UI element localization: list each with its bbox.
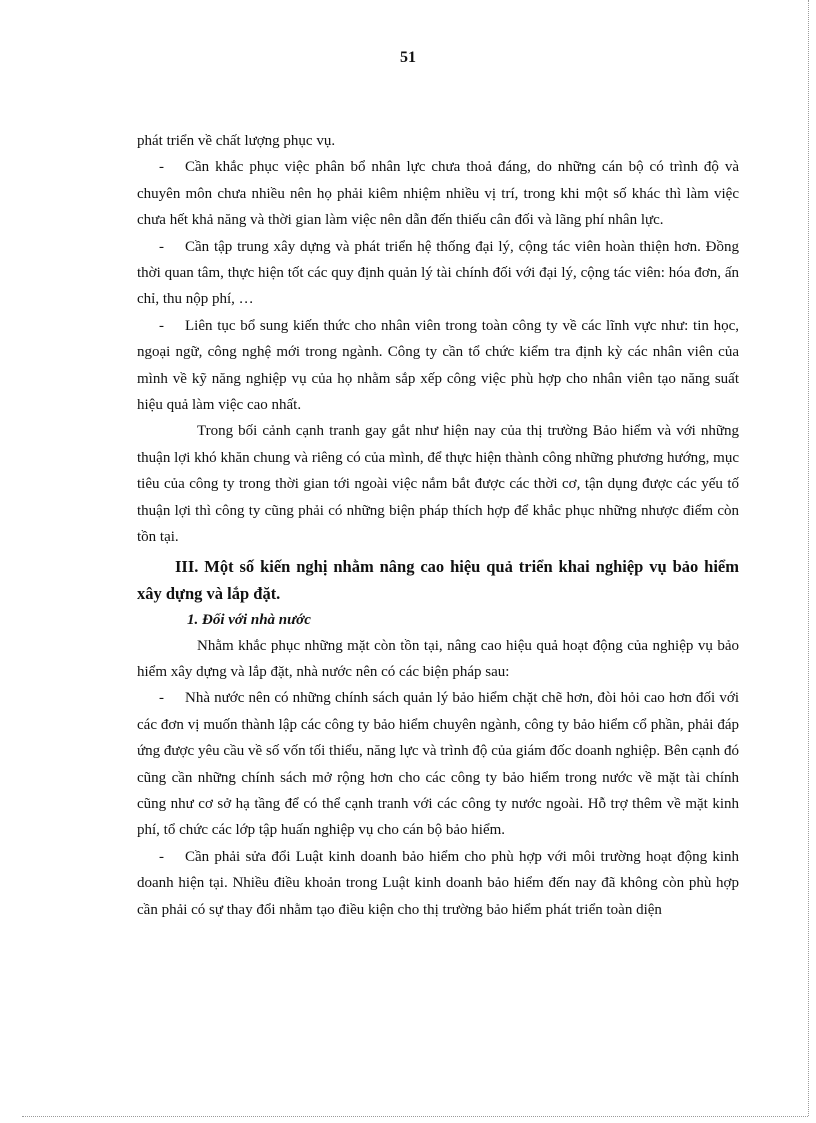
bullet-item-law <box>137 844 739 923</box>
bullet-item-agents <box>137 234 739 313</box>
paragraph-intro: Nhằm khắc phục những mặt còn tồn tại, nâng cao hiệu quả hoạt động của nghiệp vụ bảo hiểm xây dựng và lắp đặt, nhà nước nên có các biện pháp sau: <box>137 637 739 680</box>
bullet-text: Cần phải sửa đổi Luật kinh doanh bảo hiểm cho phù hợp với môi trường hoạt động kinh doanh hiện tại. Nhiều điều khoản trong Luật kinh doanh bảo hiểm đến nay đã không còn phù hợp cần phải có sự thay đổi nhằm tạo điều kiện cho thị trường bảo hiểm phát triển toàn diện <box>137 848 739 918</box>
bullet-marker: - <box>159 690 164 707</box>
bullet-item-policy <box>137 685 739 843</box>
bullet-item-training <box>137 313 739 419</box>
bullet-marker: - <box>159 159 164 176</box>
section-heading: III. Một số kiến nghị nhằm nâng cao hiệu quả triển khai nghiệp vụ bảo hiểm xây dựng và lắp đặt. <box>137 556 739 603</box>
bullet-marker: - <box>159 848 164 865</box>
page-border-bottom <box>22 1116 808 1117</box>
paragraph-context: Trong bối cảnh cạnh tranh gay gắt như hiện nay của thị trường Bảo hiểm và với những thuận lợi khó khăn chung và riêng có của mình, để thực hiện thành công những phương hướng, mục tiêu của công ty trong thời gian tới ngoài việc nắm bắt được các thời cơ, tận dụng được các yếu tố thuận lợi thì công ty cũng phải có những biện pháp thích hợp để khắc phục những nhược điểm còn tồn tại. <box>137 423 739 546</box>
bullet-text: Nhà nước nên có những chính sách quản lý bảo hiểm chặt chẽ hơn, đòi hỏi cao hơn đối với các đơn vị muốn thành lập các công ty bảo hiểm chuyên ngành, công ty bảo hiểm cổ phần, phải đáp ứng được yêu cầu về số vốn tối thiểu, năng lực và trình độ của giám đốc doanh nghiệp. Bên cạnh đó cũng cần những chính sách mở rộng hơn cho các công ty bảo hiểm trong nước về mặt tài chính cũng như cơ sở hạ tầng để có thể cạnh tranh với các công ty nước ngoài. Hỗ trợ thêm về mặt kinh phí, tổ chức các lớp tập huấn nghiệp vụ cho cán bộ bảo hiểm. <box>137 690 739 839</box>
page-border-right <box>808 0 809 1116</box>
page-number: 51 <box>400 49 416 66</box>
bullet-marker: - <box>159 238 164 255</box>
bullet-marker: - <box>159 317 164 334</box>
document-body <box>137 128 739 923</box>
paragraph-continuation: phát triển về chất lượng phục vụ. <box>137 133 336 149</box>
subsection-heading: 1. Đối với nhà nước <box>187 611 311 628</box>
bullet-text: Cần tập trung xây dựng và phát triển hệ thống đại lý, cộng tác viên hoàn thiện hơn. Đồng thời quan tâm, thực hiện tốt các quy định quản lý tài chính đối với đại lý, cộng tác viên: hóa đơn, ấn chỉ, thu nộp phí, … <box>137 238 739 308</box>
bullet-text: Cần khắc phục việc phân bổ nhân lực chưa thoả đáng, do những cán bộ có trình độ và chuyên môn chưa nhiều nên họ phải kiêm nhiệm nhiều vị trí, trong khi một số khác thì làm việc chưa hết khả năng và thời gian làm việc nên dẫn đến thiếu cân đối và lãng phí nhân lực. <box>137 159 739 229</box>
bullet-item-staffing <box>137 154 739 233</box>
bullet-text: Liên tục bổ sung kiến thức cho nhân viên trong toàn công ty về các lĩnh vực như: tin học, ngoại ngữ, công nghệ mới trong ngành. Công ty cần tổ chức kiểm tra định kỳ các nhân viên của mình về kỹ năng nghiệp vụ của họ nhằm sắp xếp công việc phù hợp cho nhân viên tạo năng suất hiệu quả làm việc cao nhất. <box>137 317 739 414</box>
